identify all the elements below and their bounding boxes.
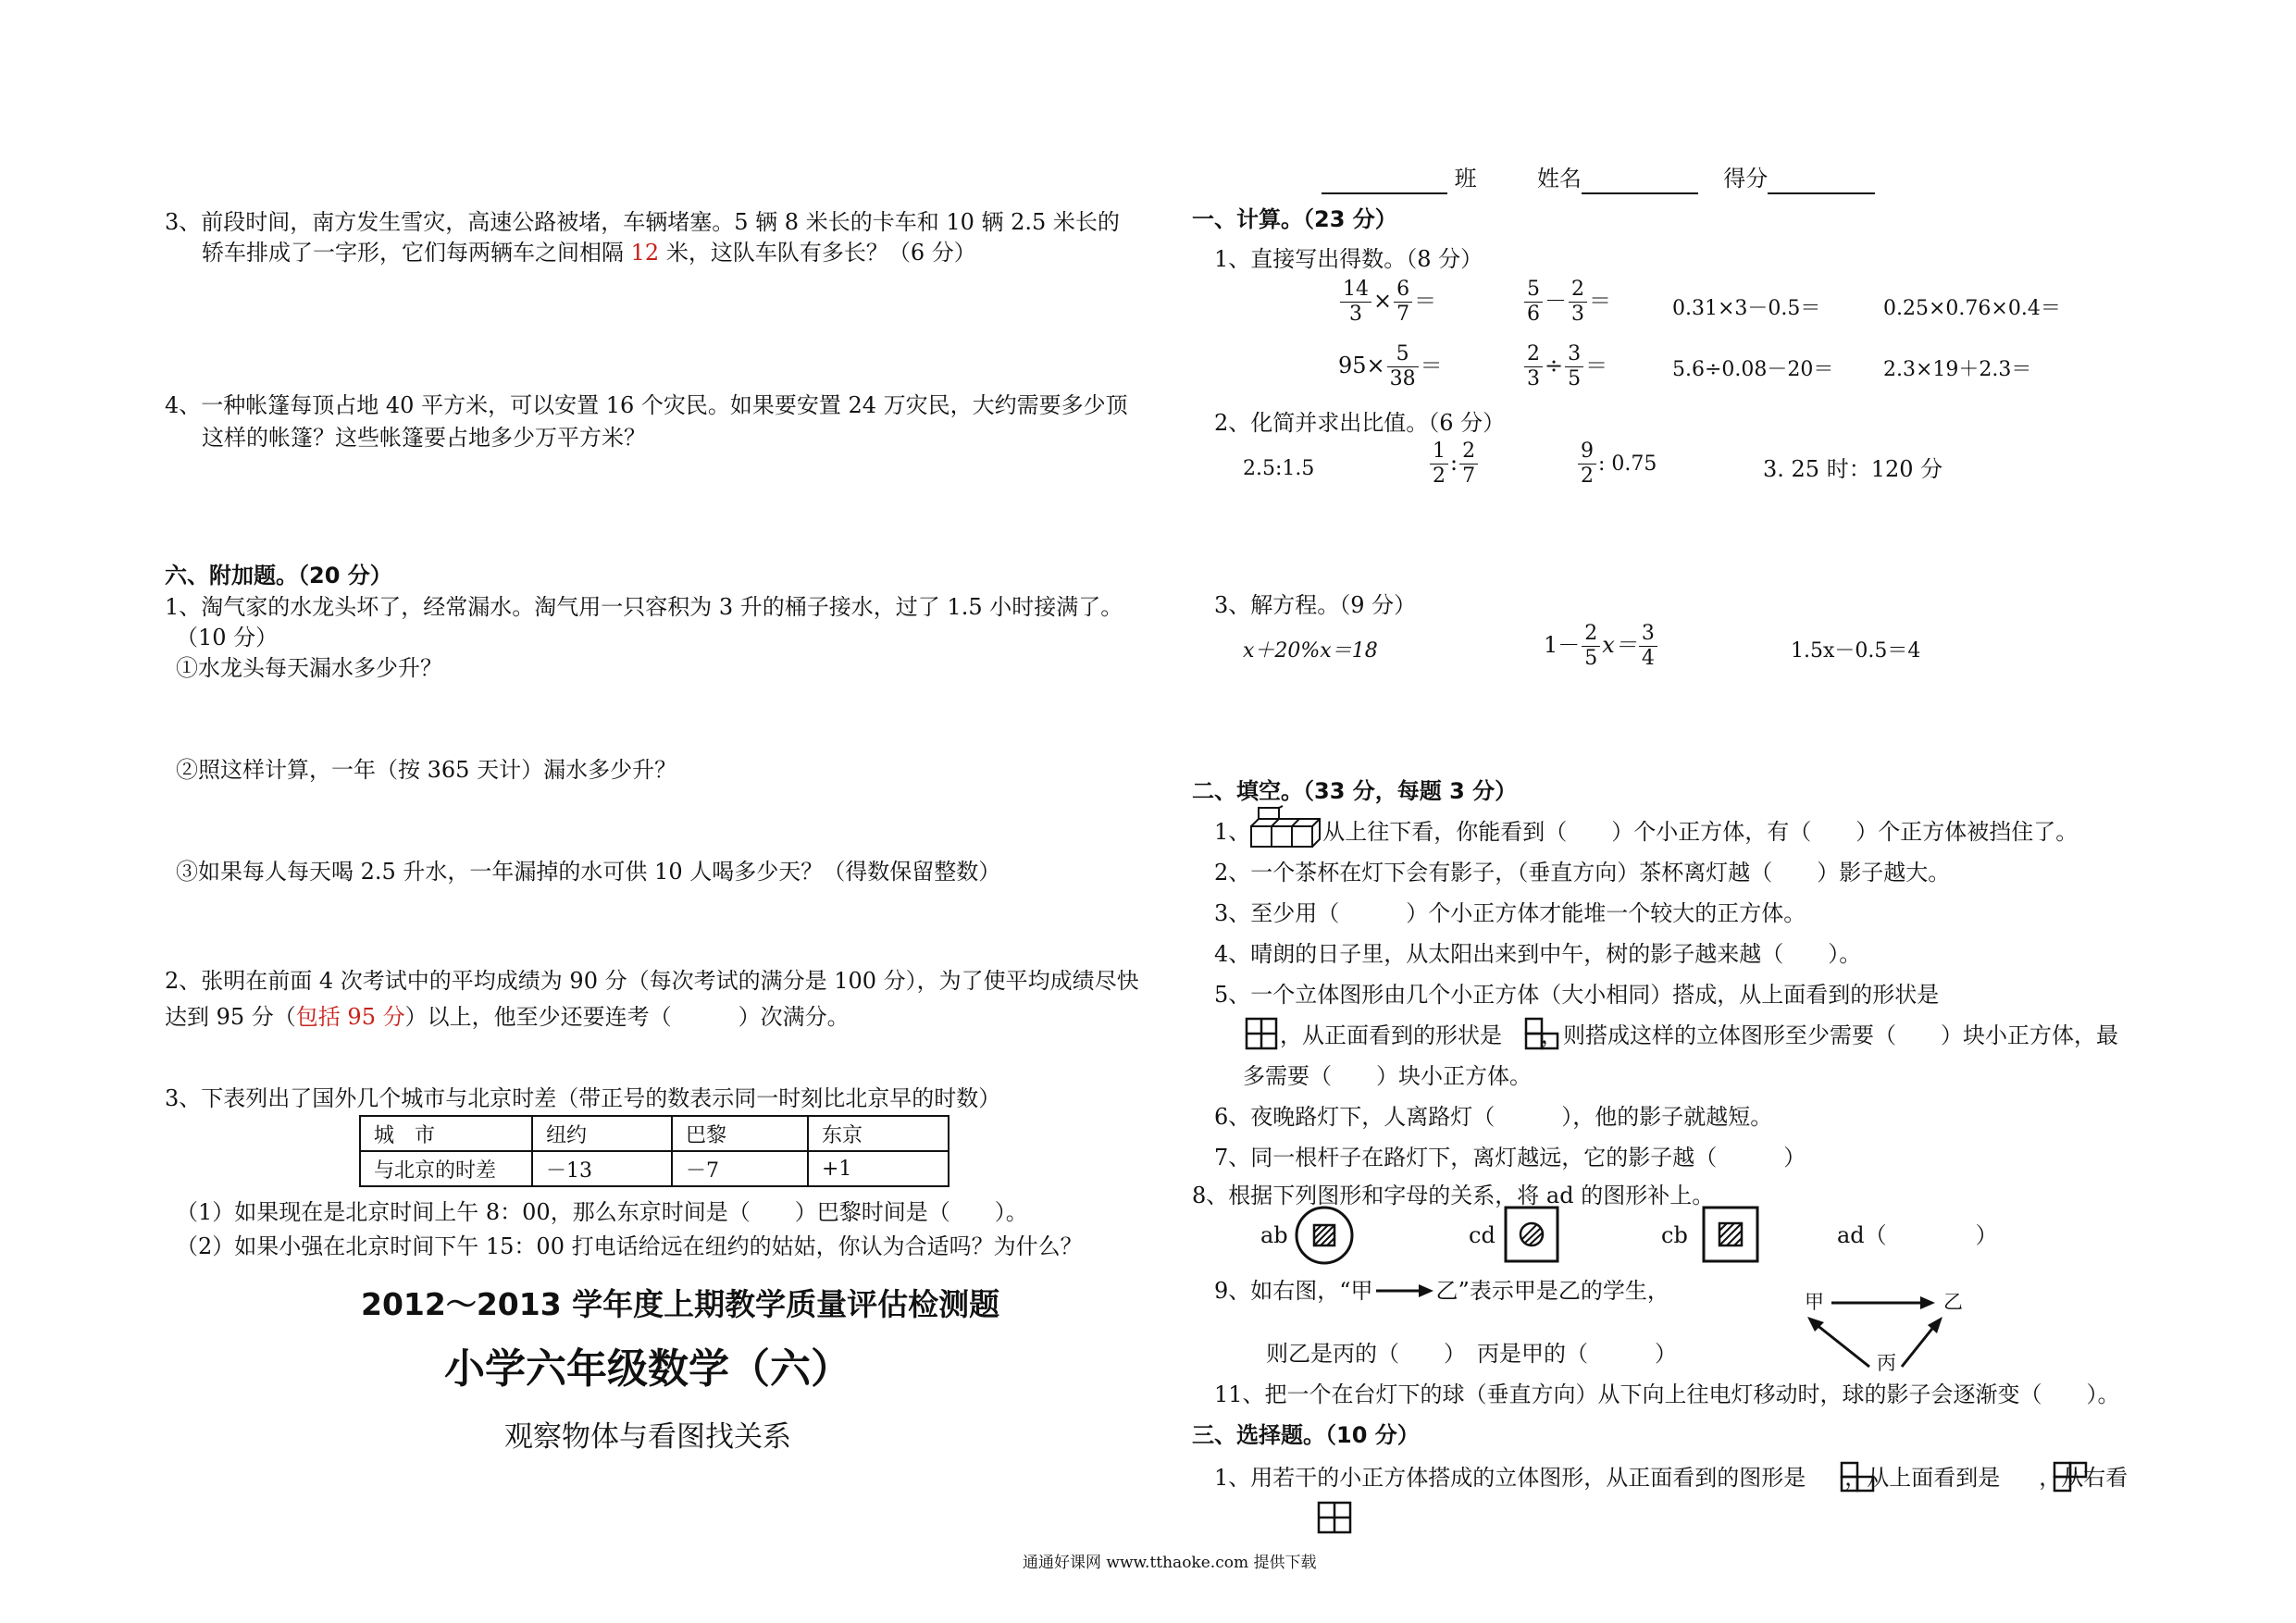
calc-1: $\frac{14}{3}$ × $\frac{6}{7}$ ＝ <box>1338 278 1436 327</box>
left-q3-line1: 3、前段时间，南方发生雪灾，高速公路被堵，车辆堵塞。5 辆 8 米长的卡车和 10 辆 2.5 米长的 <box>165 209 1120 235</box>
right-view-choice-icon <box>1317 1501 1352 1534</box>
fill-3: 3、至少用（ ）个小正方体才能堆一个较大的正方体。 <box>1214 900 1806 926</box>
table-cell: －13 <box>532 1151 672 1186</box>
section6-q2-highlight: 包括 95 分 <box>295 1004 405 1030</box>
relation-arrows-icon <box>1800 1291 1967 1383</box>
fill-5-line3: 多需要（ ）块小正方体。 <box>1243 1063 1532 1089</box>
class-name-score-line <box>1322 163 1875 194</box>
fraction: $\frac{3}{4}$ <box>1639 622 1657 671</box>
table-cell: 纽约 <box>532 1116 672 1151</box>
table-cell: 与北京的时差 <box>360 1151 532 1186</box>
fraction: $\frac{14}{3}$ <box>1340 278 1371 327</box>
grid-2x2-icon <box>1245 1017 1278 1050</box>
top-view-choice-icon <box>2053 1461 2088 1493</box>
section1-title: 一、计算。（23 分） <box>1192 206 1397 232</box>
name-label: 姓名 <box>1536 166 1582 192</box>
section6-q3-line: 3、下表列出了国外几个城市与北京时差（带正号的数表示同一时刻比北京早的时数） <box>165 1085 1001 1111</box>
left-q3-line2 <box>202 237 976 268</box>
relation-yi: 乙 <box>1943 1291 1963 1313</box>
fraction: $\frac{2}{7}$ <box>1459 440 1478 489</box>
section6-q2-line2b: ）以上，他至少还要连考（ ）次满分。 <box>404 1004 850 1030</box>
fraction: $\frac{2}{5}$ <box>1582 622 1600 671</box>
cubes-figure-icon <box>1249 808 1320 850</box>
equation-2: 1－ $\frac{2}{5}$ x＝ $\frac{3}{4}$ <box>1544 622 1659 671</box>
left-q3-line2a: 轿车排成了一字形，它们每两辆车之间相隔 <box>202 240 631 266</box>
ratio-4: 3. 25 时：120 分 <box>1763 456 1943 482</box>
fill-5-line2: ，从正面看到的形状是 ，则搭成这样的立体图形至少需要（ ）块小正方体，最 <box>1280 1022 2118 1048</box>
label-ab: ab <box>1260 1222 1288 1248</box>
left-q3-line2b: 米，这队车队有多长？（6 分） <box>659 240 976 266</box>
calc-7: 5.6÷0.08－20＝ <box>1672 358 1834 381</box>
relation-bing: 丙 <box>1877 1352 1896 1374</box>
section6-q2-line1: 2、张明在前面 4 次考试中的平均成绩为 90 分（每次考试的满分是 100 分），为了使平均成绩尽快 <box>165 968 1139 994</box>
label-cd: cd <box>1469 1222 1496 1248</box>
square-circle-figure-icon <box>1504 1206 1559 1263</box>
equation-3: 1.5x－0.5＝4 <box>1791 639 1921 663</box>
section6-q3-sub1: （1）如果现在是北京时间上午 8：00，那么东京时间是（ ）巴黎时间是（ ）。 <box>176 1199 1028 1225</box>
section6-q2-line2 <box>165 1001 850 1033</box>
fill-4: 4、晴朗的日子里，从太阳出来到中午，树的影子越来越（ ）。 <box>1214 941 1862 967</box>
section6-q1-a: ①水龙头每天漏水多少升？ <box>176 655 442 681</box>
fill-9-line1: 9、如右图，“甲 乙”表示甲是乙的学生， <box>1214 1278 1669 1304</box>
score-label: 得分 <box>1723 166 1769 192</box>
front-view-shape-icon <box>1524 1017 1559 1050</box>
fraction: $\frac{2}{3}$ <box>1569 278 1587 327</box>
fill-7: 7、同一根杆子在路灯下，离灯越远，它的影子越（ ） <box>1214 1145 1806 1171</box>
section1-p3: 3、解方程。（9 分） <box>1214 592 1417 618</box>
fill-8: 8、根据下列图形和字母的关系，将 ad 的图形补上。 <box>1192 1183 1715 1208</box>
front-view-choice-icon <box>1840 1461 1875 1493</box>
relation-jia: 甲 <box>1805 1291 1824 1313</box>
fill-1: 1、 从上往下看，你能看到（ ）个小正方体，有（ ）个正方体被挡住了。 <box>1214 819 2079 845</box>
table-header-row <box>360 1116 949 1151</box>
exam-topic: 观察物体与看图找关系 <box>504 1420 791 1454</box>
fill-11: 11、把一个在台灯下的球（垂直方向）从下向上往电灯移动时，球的影子会逐渐变（ ）。 <box>1214 1381 2120 1407</box>
left-q4-line1: 4、一种帐篷每顶占地 40 平方米，可以安置 16 个灾民。如果要安置 24 万灾民，大约需要多少顶 <box>165 392 1128 418</box>
fraction: $\frac{1}{2}$ <box>1430 440 1448 489</box>
ratio-1: 2.5:1.5 <box>1243 457 1315 480</box>
fraction: $\frac{3}{5}$ <box>1565 342 1583 391</box>
score-blank[interactable] <box>1768 170 1875 194</box>
table-cell: 东京 <box>808 1116 949 1151</box>
exam-subtitle: 小学六年级数学（六） <box>444 1345 851 1393</box>
circle-square-figure-icon <box>1295 1206 1354 1265</box>
section6-q2-line2a: 达到 95 分（ <box>165 1004 296 1030</box>
section6-q1-b: ②照这样计算，一年（按 365 天计）漏水多少升？ <box>176 757 677 783</box>
label-cb: cb <box>1661 1222 1688 1248</box>
fill-2: 2、一个茶杯在灯下会有影子，（垂直方向）茶杯离灯越（ ）影子越大。 <box>1214 860 1951 886</box>
left-q3-highlight: 12 <box>630 240 660 266</box>
section6-q1-line2: （10 分） <box>176 625 279 650</box>
fill-9-line2: 则乙是丙的（ ） 丙是甲的（ ） <box>1266 1341 1677 1367</box>
left-q4-line2: 这样的帐篷？这些帐篷要占地多少万平方米？ <box>202 425 646 451</box>
section3-title: 三、选择题。（10 分） <box>1192 1422 1420 1448</box>
calc-6: $\frac{2}{3}$ ÷ $\frac{3}{5}$ ＝ <box>1522 342 1607 391</box>
square-square-figure-icon <box>1702 1206 1759 1263</box>
fraction: $\frac{9}{2}$ <box>1578 440 1596 489</box>
section1-p2: 2、化简并求出比值。（6 分） <box>1214 410 1506 436</box>
section2-title: 二、填空。（33 分，每题 3 分） <box>1192 778 1518 804</box>
fill-5-line1: 5、一个立体图形由几个小正方体（大小相同）搭成，从上面看到的形状是 <box>1214 982 1940 1008</box>
section1-p1: 1、直接写出得数。（8 分） <box>1214 246 1483 272</box>
label-ad: ad（ ） <box>1837 1222 1998 1248</box>
choice-1: 1、用若干的小正方体搭成的立体图形，从正面看到的图形是 ，从上面看到是 ，从右看 <box>1214 1465 2128 1491</box>
section6-q3-sub2: （2）如果小强在北京时间下午 15：00 打电话给远在纽约的姑姑，你认为合适吗？为什么？ <box>176 1233 1083 1259</box>
fill-6: 6、夜晚路灯下，人离路灯（ ），他的影子就越短。 <box>1214 1104 1773 1130</box>
table-cell: 巴黎 <box>672 1116 808 1151</box>
equation-1: x＋20%x＝18 <box>1243 639 1378 663</box>
ratio-2: $\frac{1}{2}$ : $\frac{2}{7}$ <box>1428 440 1480 489</box>
fraction: $\frac{5}{6}$ <box>1524 278 1543 327</box>
exam-title: 2012～2013 学年度上期教学质量评估检测题 <box>361 1286 1000 1322</box>
section6-q1-c: ③如果每人每天喝 2.5 升水，一年漏掉的水可供 10 人喝多少天？（得数保留整数） <box>176 859 1001 885</box>
ratio-3: $\frac{9}{2}$ : 0.75 <box>1576 440 1657 489</box>
table-cell: －7 <box>672 1151 808 1186</box>
name-blank[interactable] <box>1582 170 1698 194</box>
calc-2: $\frac{5}{6}$ － $\frac{2}{3}$ ＝ <box>1522 278 1611 327</box>
calc-8: 2.3×19＋2.3＝ <box>1883 358 2032 381</box>
fraction: $\frac{2}{3}$ <box>1524 342 1543 391</box>
table-cell: +1 <box>808 1151 949 1186</box>
class-blank[interactable] <box>1322 170 1447 194</box>
table-row <box>360 1151 949 1186</box>
table-cell: 城 市 <box>360 1116 532 1151</box>
calc-4: 0.25×0.76×0.4＝ <box>1883 297 2061 320</box>
class-label: 班 <box>1454 166 1477 192</box>
calc-3: 0.31×3－0.5＝ <box>1672 297 1821 320</box>
fraction: $\frac{6}{7}$ <box>1394 278 1412 327</box>
fraction: $\frac{5}{38}$ <box>1387 342 1419 391</box>
section6-title: 六、附加题。（20 分） <box>165 563 392 588</box>
calc-5: 95× $\frac{5}{38}$ ＝ <box>1338 342 1443 390</box>
section6-q1-line1: 1、淘气家的水龙头坏了，经常漏水。淘气用一只容积为 3 升的桶子接水，过了 1.5 小时接满了。 <box>165 594 1123 620</box>
footer-credit: 通通好课网 www.tthaoke.com 提供下载 <box>1023 1554 1317 1572</box>
time-difference-table <box>359 1115 949 1187</box>
arrow-right-icon <box>1376 1283 1435 1298</box>
